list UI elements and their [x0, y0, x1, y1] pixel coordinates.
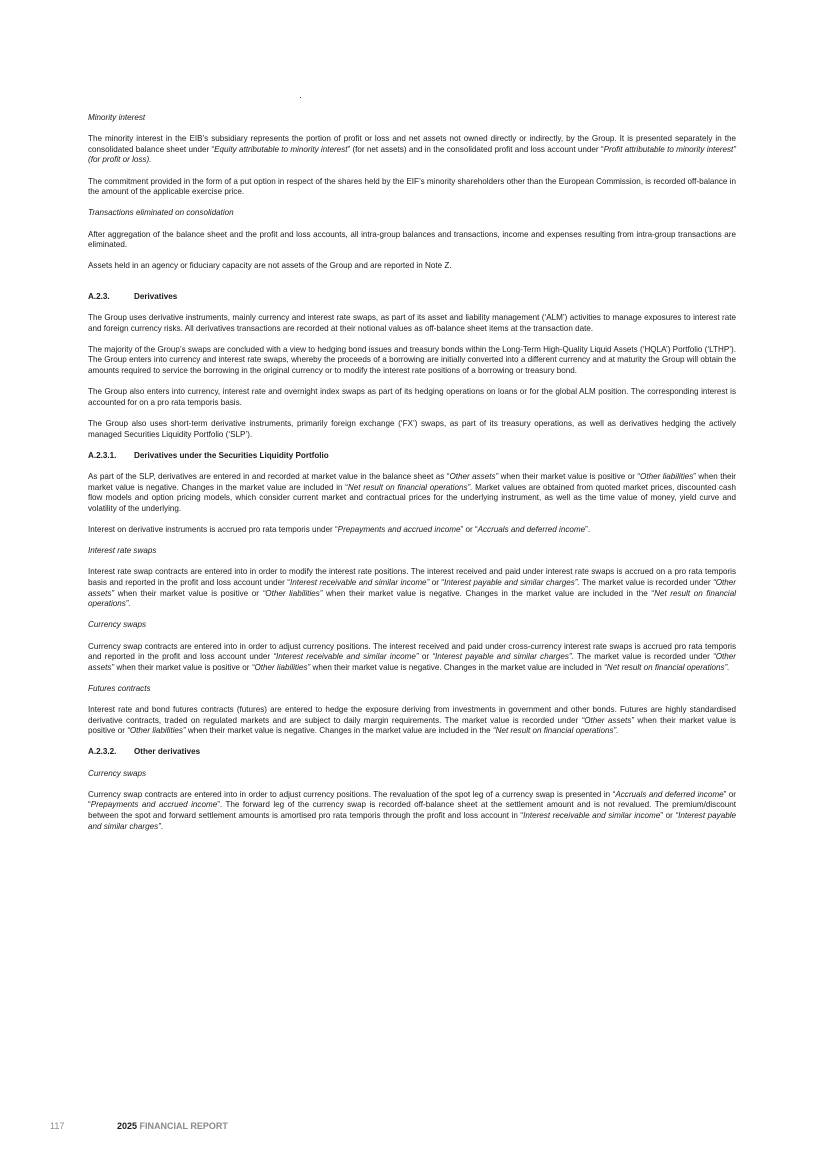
report-title: FINANCIAL REPORT: [139, 1121, 228, 1131]
text-run: when their market value is positive or: [114, 588, 263, 598]
text-run: when their market value is negative. Changes in the market value are included in the: [185, 726, 493, 736]
section-heading-minority-interest: Minority interest: [88, 113, 146, 122]
paragraph: [88, 525, 736, 536]
paragraph: [88, 472, 736, 514]
paragraph: [88, 790, 736, 832]
text-run-italic: “Interest payable and similar charges”: [88, 811, 736, 831]
section-number: A.2.3.: [88, 291, 110, 301]
text-run-italic: Accruals and deferred income: [477, 524, 586, 534]
text-run-italic: “Interest payable and similar charges”.: [432, 652, 574, 662]
text-run-italic: “Interest receivable and similar income”: [273, 652, 419, 662]
section-heading-other-derivatives: [88, 747, 736, 758]
subheading-currency-swaps: Currency swaps: [88, 768, 147, 778]
text-run: Interest rate swap contracts are entered into in order to modify the interest rate positions. The interest received and paid under interest rate swaps is accrued on a pro rata temporis basis and reported in the profit and loss account under “: [88, 567, 736, 587]
text-run-italic: Net result on financial operations”.: [347, 482, 473, 492]
text-run: when their market value is negative. Changes in the market value are included in: [310, 662, 605, 672]
text-run: ” or “: [88, 789, 736, 810]
text-run-italic: Accruals and deferred income: [615, 789, 724, 799]
text-run-italic: “Other assets”: [88, 577, 736, 598]
section-title: Other derivatives: [134, 747, 201, 757]
section-heading-derivatives: [88, 292, 736, 303]
document-body: [88, 113, 736, 843]
text-run: or: [418, 652, 433, 662]
text-run-italic: “Other assets”: [581, 715, 634, 725]
text-run: when their market value is negative. Changes in the market value are included in the “: [322, 588, 655, 598]
paragraph: [88, 567, 736, 609]
text-run: Currency swap contracts are entered into in order to adjust currency positions. The revaluation of the spot leg of a currency swap is presented in “: [88, 789, 616, 799]
section-number: A.2.3.1.: [88, 450, 117, 460]
text-run: The market value is recorded under: [579, 577, 714, 587]
text-run-italic: Interest receivable and similar income”: [290, 577, 430, 587]
text-run-italic: “Other assets”: [88, 652, 736, 672]
text-run-italic: Interest payable and similar charges”.: [444, 577, 580, 587]
text-run: when their market value is positive or “: [498, 472, 641, 481]
text-run: ” when their market value is negative. Changes in the market value are included in “: [88, 472, 736, 492]
text-run: ” (for net assets) and in the consolidated profit and loss account under “: [347, 144, 604, 154]
text-run: The market value is recorded under: [573, 652, 714, 662]
text-run: when their market value is positive or: [114, 662, 252, 672]
paragraph: [88, 705, 736, 737]
text-run: ” or “: [460, 524, 478, 534]
text-run-italic: Prepayments and accrued income: [337, 524, 461, 534]
paragraph: The majority of the Group’s swaps are concluded with a view to hedging bond issues and treasury bonds within the Long-Term High-Quality Liquid Assets (‘HQLA’) Portfolio (‘LTHP’). The Group enters into currency and interest rate swaps, whereby the proceeds of a borrowing are initially converted into a different currency and at maturity the Group will obtain the amounts required to service the borrowing in the original currency or to modify the interest rate positions of a borrowing or treasury bond.: [88, 344, 736, 376]
text-run-italic: Other assets”: [449, 472, 499, 481]
section-heading-slp: [88, 451, 736, 462]
text-run: or “: [429, 577, 445, 587]
text-run-italic: “Other liabilities”: [262, 588, 323, 598]
text-run-italic: “Net result on financial operations”.: [492, 726, 619, 736]
text-run-italic: “Other liabilities”: [251, 662, 311, 672]
text-run-italic: Equity attributable to minority interest: [214, 144, 348, 154]
text-run-italic: Profit attributable to minority interest” (for profit or loss).: [88, 144, 736, 165]
text-run-italic: “Other liabilities”: [127, 726, 186, 736]
section-heading-transactions: Transactions eliminated on consolidation: [88, 208, 234, 218]
section-title: Derivatives under the Securities Liquidity Portfolio: [134, 450, 329, 460]
paragraph: [88, 642, 736, 674]
stray-mark: [300, 97, 301, 98]
text-run-italic: Net result on financial operations”.: [88, 588, 736, 609]
text-run: Interest on derivative instruments is accrued pro rata temporis under “: [88, 524, 338, 534]
text-run: Market values are obtained from quoted market prices, discounted cash flow models and option pricing models, which consider current market and contractual prices for the underlying instrument, as well as the time value of money, yield curve and volatility of the underlying.: [88, 482, 736, 513]
paragraph: The Group uses derivative instruments, mainly currency and interest rate swaps, as part of its asset and liability management (‘ALM’) activities to manage exposures to interest rate and foreign currency risks. All derivatives transactions are recorded at their notional values as off-balance sheet items at the transaction date.: [88, 313, 736, 333]
text-run-italic: Interest receivable and similar income: [523, 811, 661, 820]
text-run: when their market value is positive or: [88, 715, 736, 736]
text-run: ”.: [585, 524, 591, 534]
subheading-futures-contracts: Futures contracts: [88, 683, 151, 693]
subheading-interest-rate-swaps: Interest rate swaps: [88, 546, 157, 556]
paragraph: The Group also uses short-term derivative instruments, primarily foreign exchange (‘FX’) swaps, as part of its treasury operations, as well as derivatives hedging the actively managed Securities Liquidity Portfolio (‘SLP’).: [88, 419, 736, 439]
page-number: 117: [50, 1121, 65, 1131]
paragraph: The Group also enters into currency, interest rate and overnight index swaps as part of its hedging operations on loans or for the global ALM position. The corresponding interest is accounted for on a pro rata temporis basis.: [88, 387, 736, 407]
text-run-italic: Other liabilities: [640, 472, 694, 481]
text-run: ” or: [660, 811, 676, 820]
text-run: Interest rate and bond futures contracts (futures) are entered to hedge the exposure deriving from investments in government and other bonds. Futures are highly standardised derivative contracts, traded on regulated markets and are subject to daily margin requirements. The market value is recorded under: [88, 705, 736, 725]
text-run: .: [160, 821, 164, 831]
report-year: 2025: [117, 1121, 138, 1131]
subheading-currency-swaps: Currency swaps: [88, 620, 147, 630]
paragraph: After aggregation of the balance sheet and the profit and loss accounts, all intra-group balances and transactions, income and expenses resulting from intra-group transactions are eliminated.: [88, 229, 736, 250]
section-title: Derivatives: [134, 291, 178, 301]
text-run: As part of the SLP, derivatives are entered in and recorded at market value in the balance sheet as “: [88, 472, 450, 481]
paragraph: [88, 134, 736, 166]
text-run-italic: “Net result on financial operations”.: [604, 662, 730, 672]
page-footer: [50, 1121, 228, 1131]
paragraph: Assets held in an agency or fiduciary capacity are not assets of the Group and are reported in Note Z.: [88, 261, 452, 271]
text-run: Currency swap contracts are entered into in order to adjust currency positions. The interest received and paid under cross-currency interest rate swaps is accrued pro rata temporis and reported in the profit and loss account under: [88, 641, 736, 662]
text-run: The minority interest in the EIB’s subsidiary represents the portion of profit or loss and net assets not owned directly or indirectly, by the Group. It is presented separately in the consolidated balance sheet under “: [88, 134, 736, 154]
section-number: A.2.3.2.: [88, 747, 117, 757]
text-run-italic: Prepayments and accrued income: [90, 800, 218, 810]
text-run: ”. The forward leg of the currency swap is recorded off-balance sheet at the settlement amount and is not revalued. The premium/discount between the spot and forward settlement amounts is amortised pro rata temporis through the profit and loss account in “: [88, 800, 736, 820]
paragraph: The commitment provided in the form of a put option in respect of the shares held by the EIF’s minority shareholders other than the European Commission, is recorded off-balance in the amount of the applicable exercise price.: [88, 176, 736, 197]
